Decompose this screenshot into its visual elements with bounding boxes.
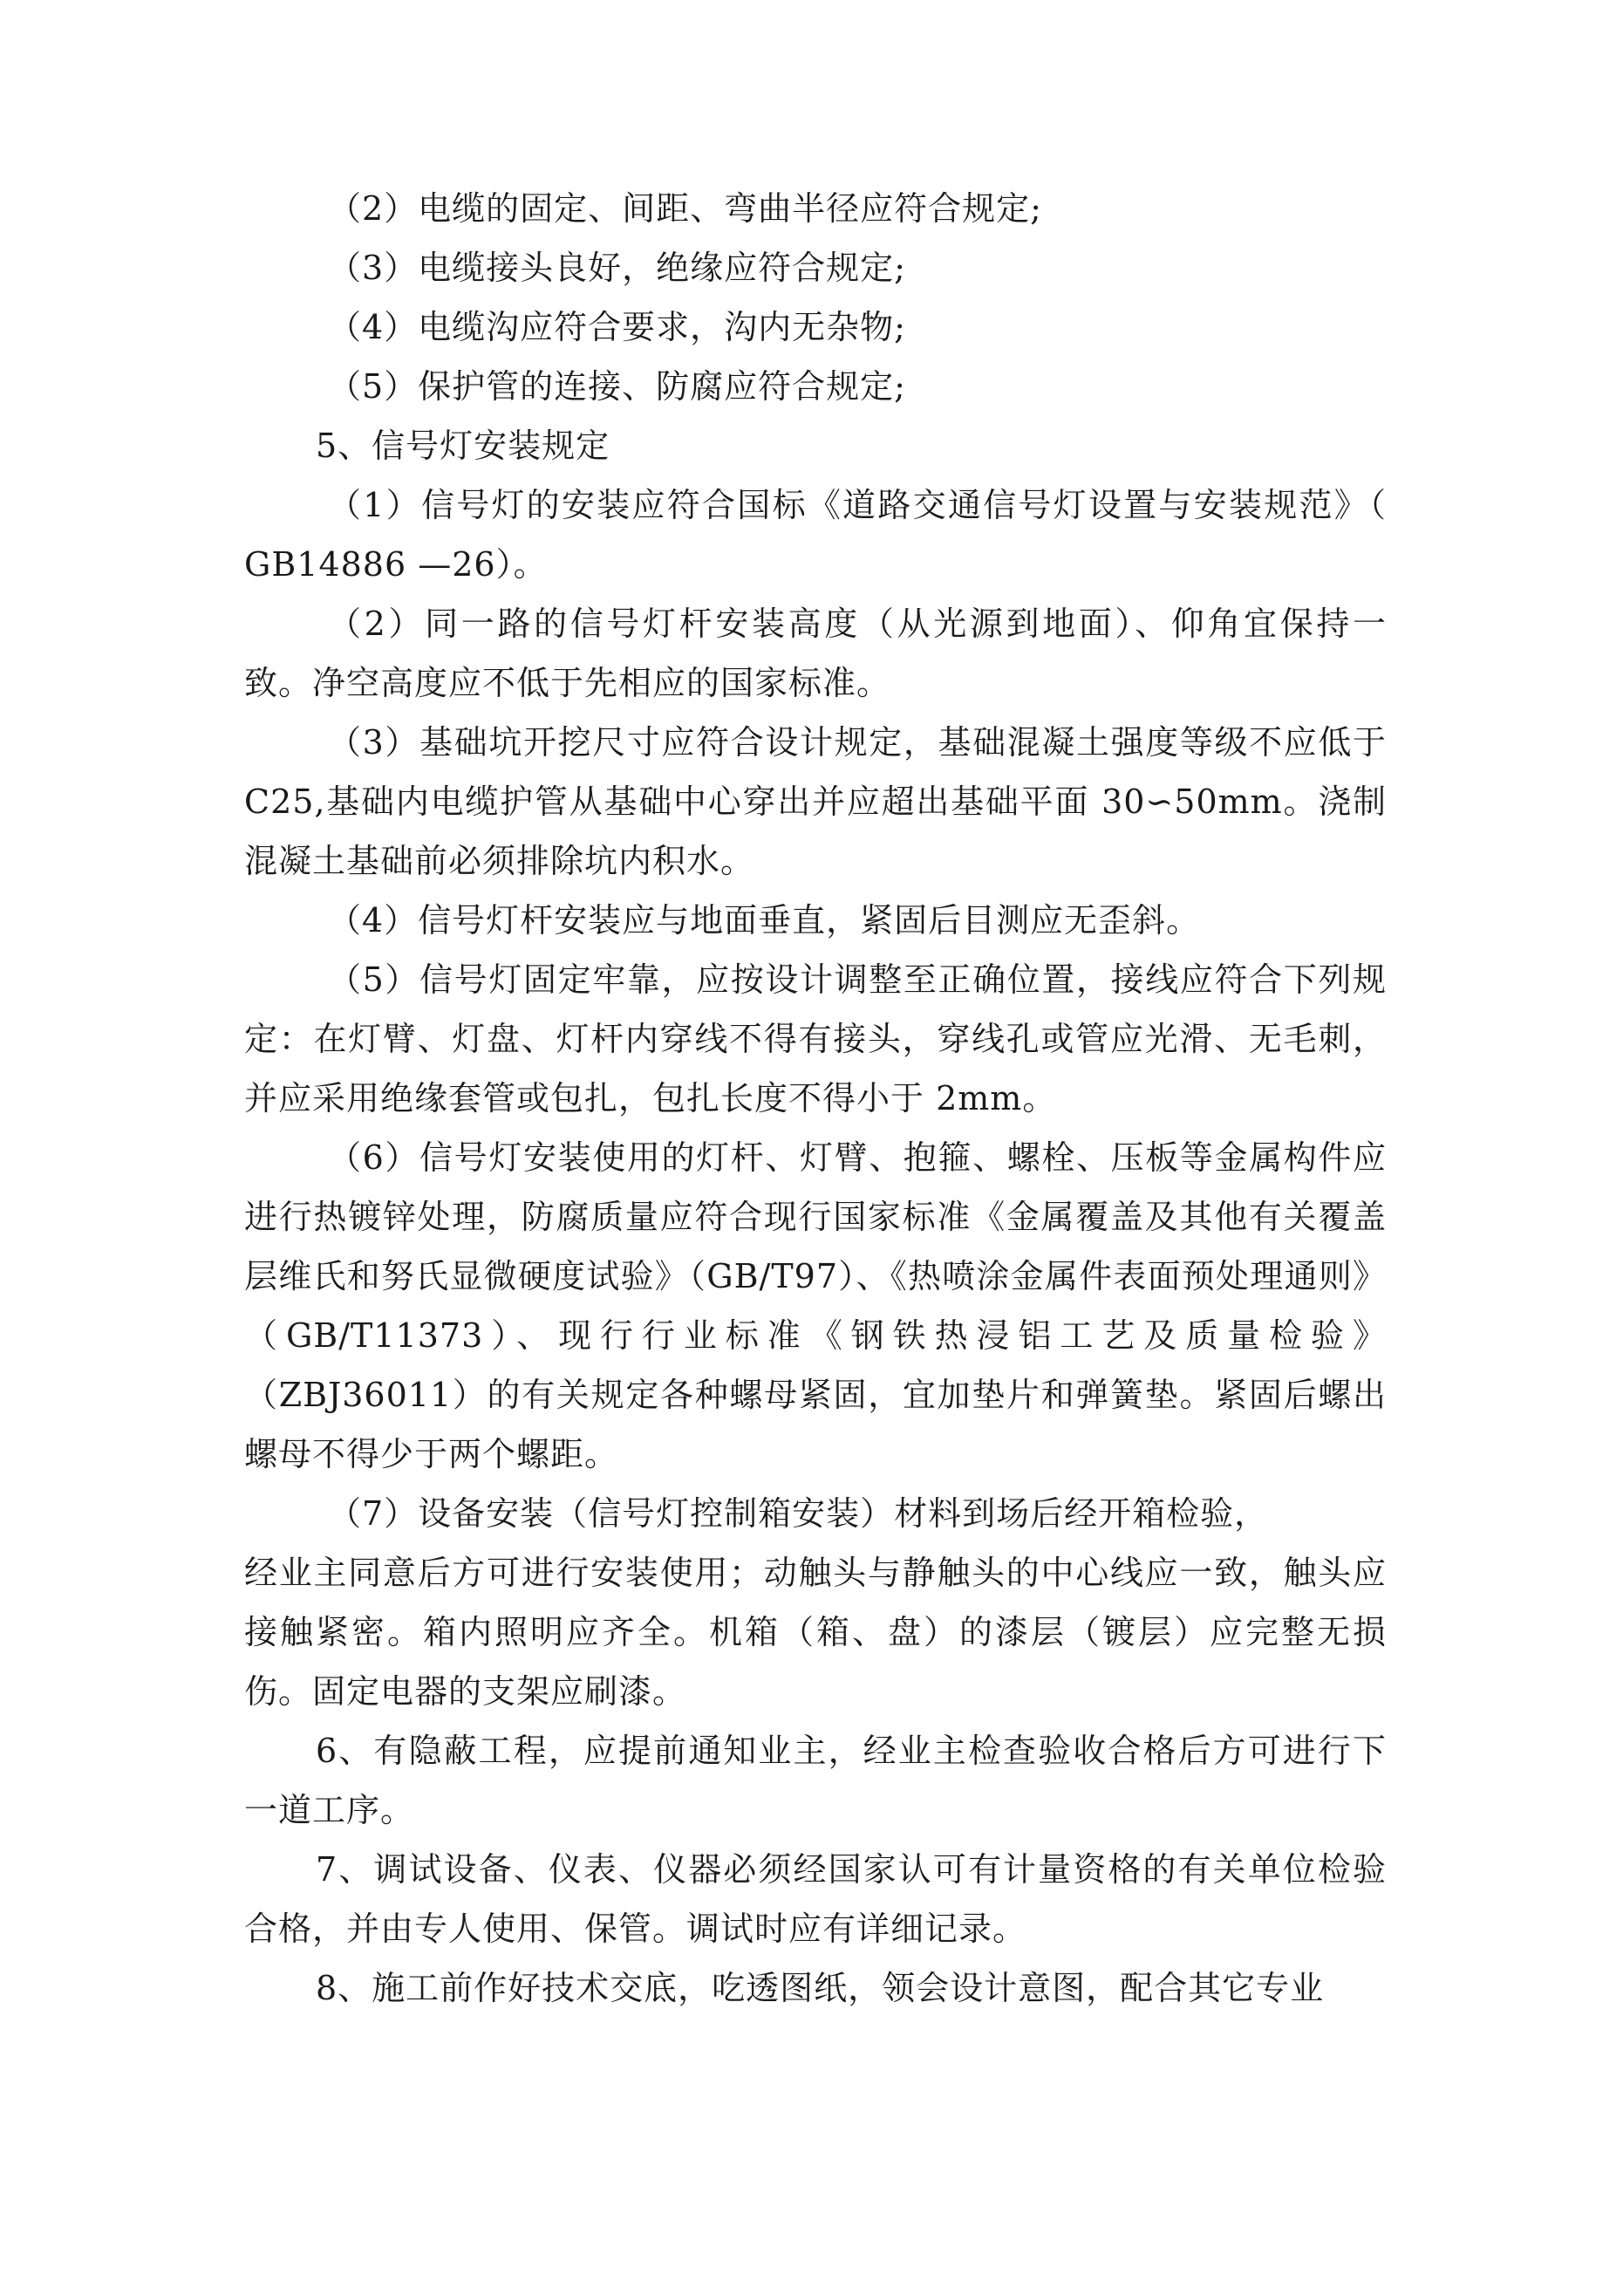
paragraph-pole-vertical: （4）信号灯杆安装应与地面垂直，紧固后目测应无歪斜。 bbox=[328, 901, 1201, 940]
paragraph-cable-trench: （4）电缆沟应符合要求，沟内无杂物; bbox=[328, 308, 906, 346]
paragraph-signal-standard: （1）信号灯的安装应符合国标《道路交通信号灯设置与安装规范》（ GB14886 —26）。 bbox=[244, 486, 1387, 584]
paragraph-foundation-pit: （3）基础坑开挖尺寸应符合设计规定，基础混凝土强度等级不应低于 C25,基础内电缆护管从基础中心穿出并应超出基础平面 30∽50mm。浇制混凝土基础前必须排除坑内积水。 bbox=[244, 723, 1387, 880]
paragraph-protection-pipe: （5）保护管的连接、防腐应符合规定; bbox=[328, 367, 906, 406]
paragraph-equipment-install: （7）设备安装（信号灯控制箱安装）材料到场后经开箱检验， bbox=[328, 1494, 1269, 1533]
paragraph-cable-fixing: （2）电缆的固定、间距、弯曲半径应符合规定; bbox=[328, 189, 1042, 228]
paragraph-hidden-works: 6、有隐蔽工程，应提前通知业主，经业主检查验收合格后方可进行下一道工序。 bbox=[244, 1732, 1387, 1829]
paragraph-signal-fixing: （5）信号灯固定牢靠，应按设计调整至正确位置，接线应符合下列规定：在灯臂、灯盘、灯杆内穿线不得有接头，穿线孔或管应光滑、无毛刺，并应采用绝缘套管或包扎，包扎长度不得小于 2mm。 bbox=[244, 960, 1387, 1117]
body-text bbox=[244, 179, 1387, 2018]
section-heading-signal-light: 5、信号灯安装规定 bbox=[316, 427, 610, 465]
paragraph-debug-equipment: 7、调试设备、仪表、仪器必须经国家认可有计量资格的有关单位检验合格，并由专人使用、保管。调试时应有详细记录。 bbox=[244, 1850, 1387, 1948]
paragraph-owner-approval: 经业主同意后方可进行安装使用；动触头与静触头的中心线应一致，触头应接触紧密。箱内照明应齐全。机箱（箱、盘）的漆层（镀层）应完整无损伤。固定电器的支架应刷漆。 bbox=[244, 1554, 1387, 1711]
paragraph-galvanizing: （6）信号灯安装使用的灯杆、灯臂、抱箍、螺栓、压板等金属构件应进行热镀锌处理，防腐质量应符合现行国家标准《金属覆盖及其他有关覆盖层维氏和努氏显微硬度试验》（GB/T97）、《热喷涂金属件表面预处理通则》（GB/T11373）、现行行业标准《钢铁热浸铝工艺及质量检验》（ZBJ36011）的有关规定各种螺母紧固，宜加垫片和弹簧垫。紧固后螺出螺母不得少于两个螺距。 bbox=[244, 1138, 1387, 1473]
paragraph-cable-joint: （3）电缆接头良好，绝缘应符合规定; bbox=[328, 249, 906, 287]
paragraph-pole-height: （2）同一路的信号灯杆安装高度（从光源到地面）、仰角宜保持一致。净空高度应不低于先相应的国家标准。 bbox=[244, 605, 1387, 702]
paragraph-technical-briefing: 8、施工前作好技术交底，吃透图纸，领会设计意图，配合其它专业 bbox=[316, 1969, 1325, 2007]
